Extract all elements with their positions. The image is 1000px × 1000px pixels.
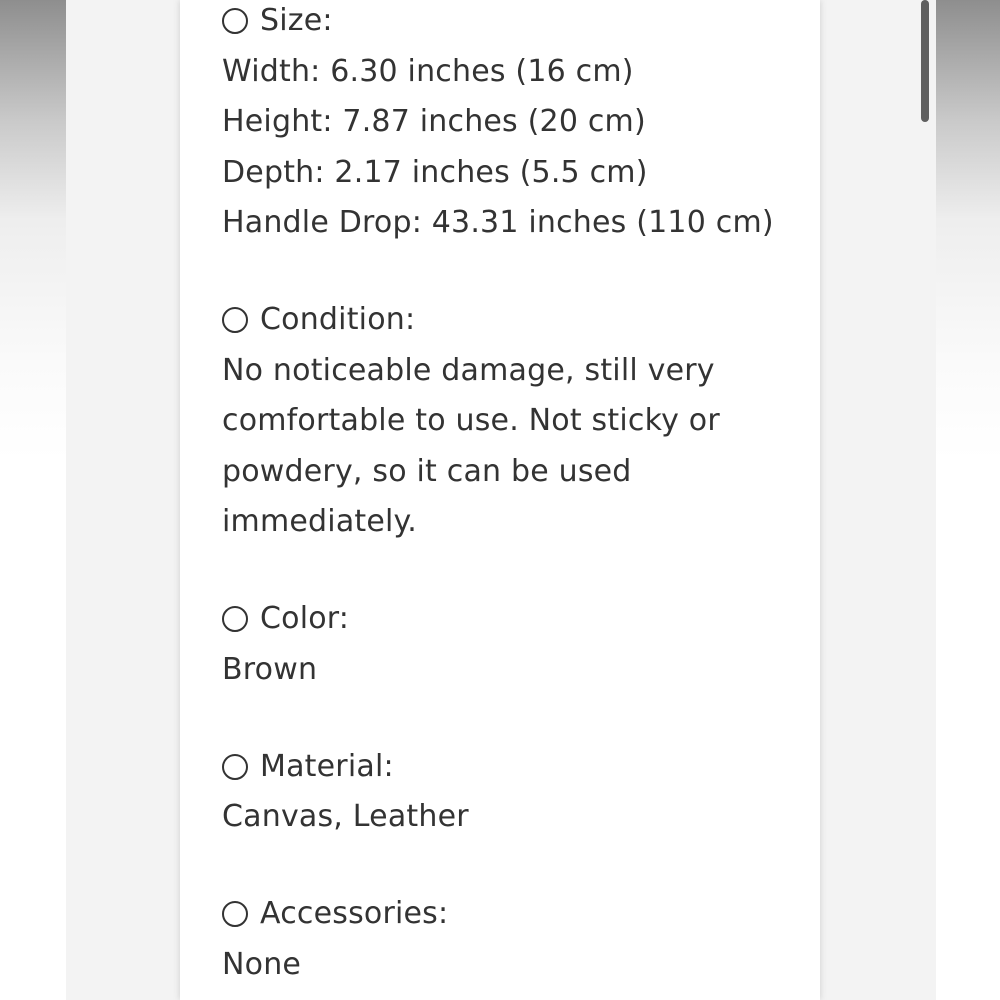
scrollbar-thumb[interactable] (921, 0, 929, 122)
size-heading (222, 0, 812, 47)
circle-outline-icon (222, 606, 248, 632)
condition-line-2: comfortable to use. Not sticky or (222, 403, 720, 438)
circle-outline-icon (222, 307, 248, 333)
accessories-value: None (222, 946, 302, 982)
accessories-section (222, 889, 812, 990)
material-heading (222, 742, 812, 793)
circle-outline-icon (222, 8, 248, 34)
material-section (222, 742, 812, 843)
size-height: Height: 7.87 inches (20 cm) (222, 104, 646, 139)
circle-outline-icon (222, 901, 248, 927)
material-value: Canvas, Leather (222, 799, 469, 834)
condition-line-4: immediately. (222, 504, 417, 539)
size-section (222, 0, 812, 249)
condition-heading (222, 295, 812, 346)
size-depth: Depth: 2.17 inches (5.5 cm) (222, 154, 648, 190)
color-label: Color: (260, 601, 350, 636)
condition-line-3: powdery, so it can be used (222, 453, 632, 489)
condition-label: Condition: (260, 302, 416, 337)
size-label: Size: (260, 3, 333, 38)
material-label: Material: (260, 748, 394, 784)
size-width: Width: 6.30 inches (16 cm) (222, 53, 634, 89)
accessories-heading (222, 889, 812, 940)
condition-line-1: No noticeable damage, still very (222, 352, 715, 388)
condition-section (222, 295, 812, 548)
right-border (936, 0, 1000, 1000)
accessories-label: Accessories: (260, 896, 449, 931)
circle-outline-icon (222, 754, 248, 780)
size-handle-drop: Handle Drop: 43.31 inches (110 cm) (222, 205, 774, 240)
color-heading (222, 594, 812, 645)
left-border (0, 0, 66, 1000)
color-section (222, 594, 812, 695)
item-description (222, 0, 812, 1000)
color-value: Brown (222, 651, 318, 687)
